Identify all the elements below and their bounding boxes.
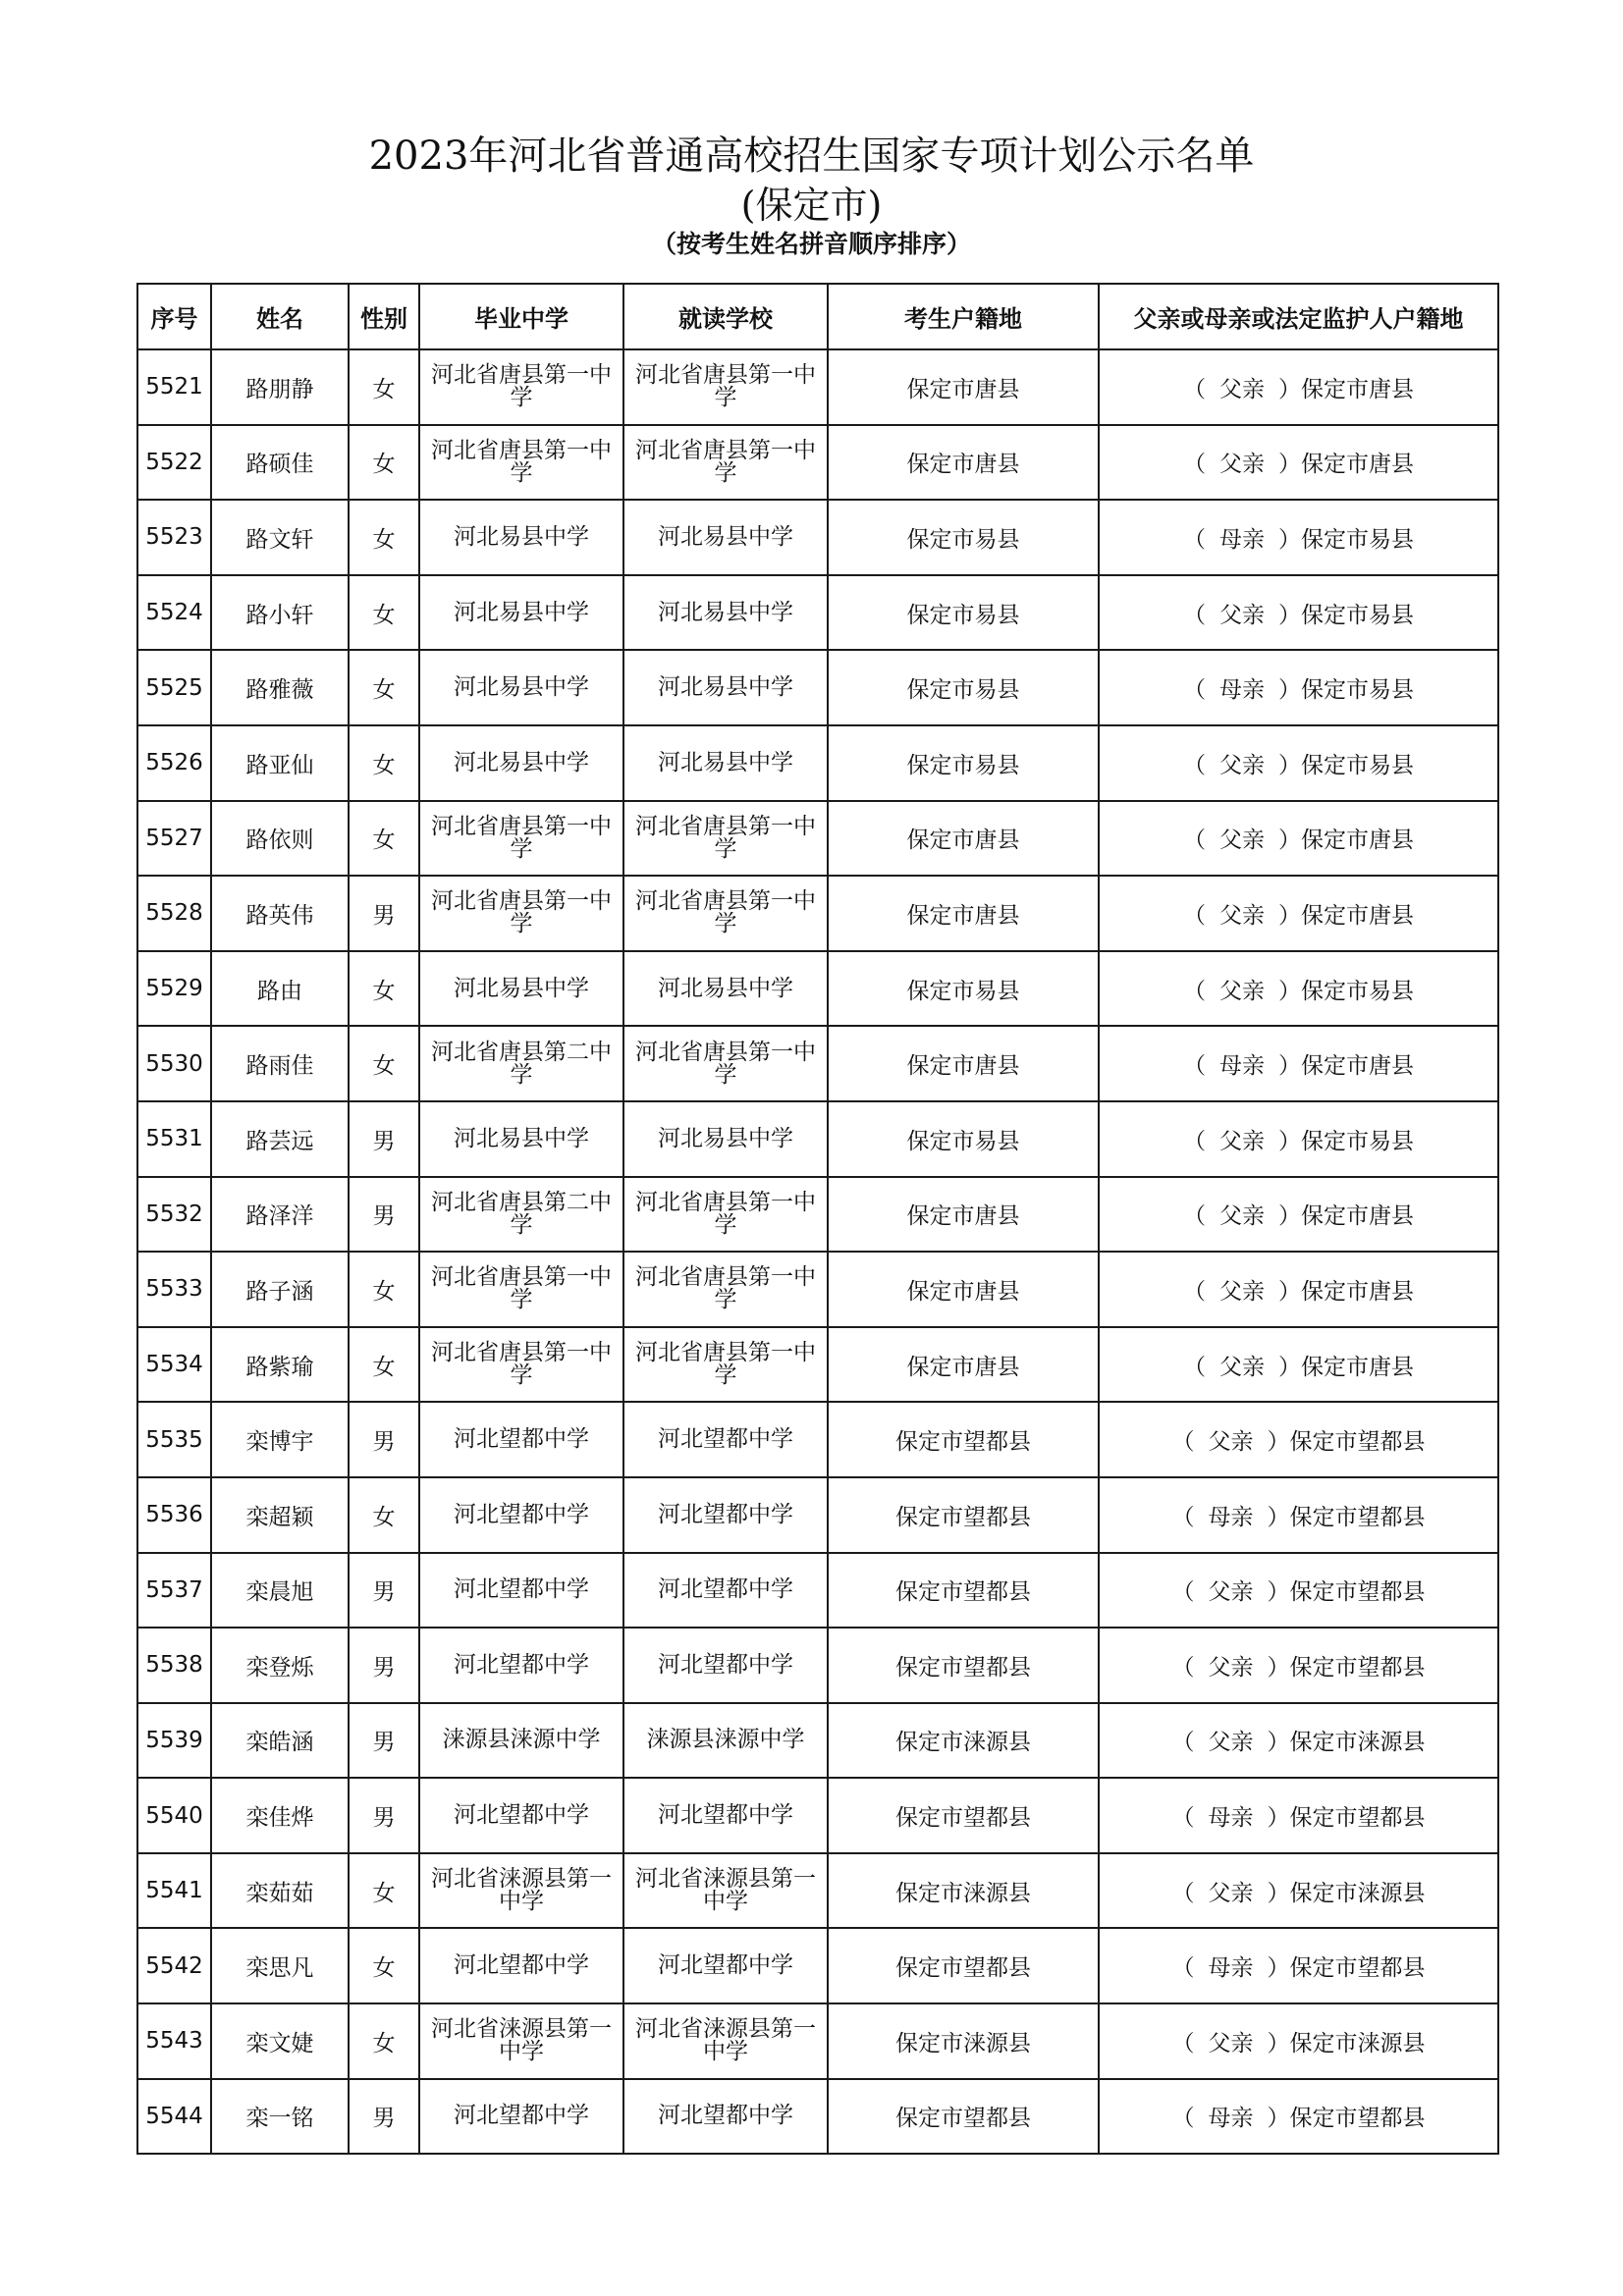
cell-name: 路由 bbox=[211, 951, 349, 1027]
cell-guardian-household bbox=[1099, 951, 1498, 1027]
guardian-place: 保定市唐县 bbox=[1301, 1053, 1414, 1080]
guardian-entry: （ 父亲 ）保定市涞源县 bbox=[1171, 2030, 1426, 2056]
guardian-relation: 母亲 bbox=[1208, 1955, 1254, 1982]
cell-household: 保定市易县 bbox=[828, 1101, 1099, 1177]
col-header-num: 序号 bbox=[137, 284, 211, 349]
guardian-entry: （ 母亲 ）保定市易县 bbox=[1183, 526, 1414, 553]
cell-grad-school: 河北省唐县第二中学 bbox=[419, 1026, 623, 1101]
cell-study-school: 河北望都中学 bbox=[623, 1928, 828, 2003]
cell-name: 栾一铭 bbox=[211, 2079, 349, 2155]
cell-guardian-household bbox=[1099, 1853, 1498, 1929]
cell-study-school: 河北省唐县第一中学 bbox=[623, 1026, 828, 1101]
cell-num: 5521 bbox=[137, 349, 211, 425]
cell-name: 路紫瑜 bbox=[211, 1327, 349, 1403]
cell-grad-school: 河北易县中学 bbox=[419, 725, 623, 801]
cell-num: 5531 bbox=[137, 1101, 211, 1177]
cell-gender: 女 bbox=[349, 1477, 419, 1553]
table-row bbox=[137, 1026, 1498, 1101]
cell-household: 保定市望都县 bbox=[828, 1402, 1099, 1477]
cell-study-school: 河北望都中学 bbox=[623, 1628, 828, 1703]
cell-gender: 女 bbox=[349, 725, 419, 801]
cell-gender: 男 bbox=[349, 1177, 419, 1253]
student-list-table bbox=[136, 283, 1499, 2155]
cell-household: 保定市易县 bbox=[828, 725, 1099, 801]
cell-study-school: 河北望都中学 bbox=[623, 2079, 828, 2155]
table-row bbox=[137, 650, 1498, 725]
cell-study-school: 河北省唐县第一中学 bbox=[623, 1252, 828, 1327]
guardian-relation: 父亲 bbox=[1219, 452, 1265, 478]
cell-study-school: 河北望都中学 bbox=[623, 1553, 828, 1629]
table-row bbox=[137, 500, 1498, 575]
cell-grad-school: 河北望都中学 bbox=[419, 1477, 623, 1553]
guardian-relation: 父亲 bbox=[1219, 602, 1265, 628]
table-row bbox=[137, 1252, 1498, 1327]
guardian-relation: 母亲 bbox=[1208, 1504, 1254, 1530]
table-row bbox=[137, 725, 1498, 801]
guardian-relation: 母亲 bbox=[1208, 1805, 1254, 1832]
guardian-entry: （ 父亲 ）保定市唐县 bbox=[1183, 452, 1414, 478]
cell-name: 路硕佳 bbox=[211, 425, 349, 501]
cell-gender: 男 bbox=[349, 1553, 419, 1629]
guardian-relation: 父亲 bbox=[1208, 1880, 1254, 1906]
cell-grad-school: 河北省唐县第一中学 bbox=[419, 349, 623, 425]
table-row bbox=[137, 2003, 1498, 2079]
guardian-place: 保定市易县 bbox=[1301, 526, 1414, 553]
cell-num: 5537 bbox=[137, 1553, 211, 1629]
guardian-relation: 父亲 bbox=[1219, 902, 1265, 929]
guardian-entry: （ 父亲 ）保定市唐县 bbox=[1183, 1278, 1414, 1305]
guardian-entry: （ 父亲 ）保定市唐县 bbox=[1183, 376, 1414, 402]
cell-grad-school: 河北省涞源县第一中学 bbox=[419, 2003, 623, 2079]
cell-household: 保定市涞源县 bbox=[828, 1703, 1099, 1779]
cell-name: 路小轩 bbox=[211, 575, 349, 651]
guardian-place: 保定市望都县 bbox=[1289, 1955, 1426, 1982]
table-row bbox=[137, 1101, 1498, 1177]
cell-gender: 女 bbox=[349, 1928, 419, 2003]
sort-note: （按考生姓名拼音顺序排序） bbox=[651, 230, 971, 258]
guardian-place: 保定市唐县 bbox=[1301, 1354, 1414, 1380]
cell-gender: 男 bbox=[349, 1628, 419, 1703]
guardian-entry: （ 母亲 ）保定市望都县 bbox=[1171, 1955, 1426, 1982]
guardian-place: 保定市望都县 bbox=[1289, 2106, 1426, 2132]
table-header-row bbox=[137, 284, 1498, 349]
cell-num: 5540 bbox=[137, 1778, 211, 1853]
cell-num: 5539 bbox=[137, 1703, 211, 1779]
cell-guardian-household bbox=[1099, 1553, 1498, 1629]
table-row bbox=[137, 1778, 1498, 1853]
cell-grad-school: 河北易县中学 bbox=[419, 500, 623, 575]
guardian-place: 保定市望都县 bbox=[1289, 1579, 1426, 1606]
guardian-relation: 父亲 bbox=[1219, 1203, 1265, 1230]
cell-name: 栾皓涵 bbox=[211, 1703, 349, 1779]
cell-gender: 男 bbox=[349, 1778, 419, 1853]
guardian-place: 保定市望都县 bbox=[1289, 1504, 1426, 1530]
guardian-place: 保定市涞源县 bbox=[1289, 2030, 1426, 2056]
cell-household: 保定市易县 bbox=[828, 575, 1099, 651]
guardian-entry: （ 父亲 ）保定市唐县 bbox=[1183, 1354, 1414, 1380]
guardian-entry: （ 父亲 ）保定市涞源县 bbox=[1171, 1880, 1426, 1906]
cell-gender: 女 bbox=[349, 1026, 419, 1101]
cell-household: 保定市望都县 bbox=[828, 1778, 1099, 1853]
cell-guardian-household bbox=[1099, 876, 1498, 951]
cell-gender: 男 bbox=[349, 1101, 419, 1177]
guardian-relation: 母亲 bbox=[1219, 1053, 1265, 1080]
cell-guardian-household bbox=[1099, 1177, 1498, 1253]
col-header-household: 考生户籍地 bbox=[828, 284, 1099, 349]
cell-household: 保定市涞源县 bbox=[828, 2003, 1099, 2079]
table-row bbox=[137, 575, 1498, 651]
cell-grad-school: 河北望都中学 bbox=[419, 1628, 623, 1703]
cell-guardian-household bbox=[1099, 1402, 1498, 1477]
guardian-entry: （ 父亲 ）保定市唐县 bbox=[1183, 1203, 1414, 1230]
cell-study-school: 河北望都中学 bbox=[623, 1477, 828, 1553]
guardian-entry: （ 父亲 ）保定市易县 bbox=[1183, 752, 1414, 778]
cell-num: 5525 bbox=[137, 650, 211, 725]
cell-study-school: 河北省涞源县第一中学 bbox=[623, 2003, 828, 2079]
guardian-entry: （ 父亲 ）保定市唐县 bbox=[1183, 828, 1414, 854]
cell-num: 5536 bbox=[137, 1477, 211, 1553]
cell-name: 栾佳烨 bbox=[211, 1778, 349, 1853]
cell-name: 路朋静 bbox=[211, 349, 349, 425]
cell-study-school: 河北省唐县第一中学 bbox=[623, 1327, 828, 1403]
cell-grad-school: 河北省唐县第一中学 bbox=[419, 801, 623, 877]
cell-household: 保定市望都县 bbox=[828, 1928, 1099, 2003]
guardian-entry: （ 母亲 ）保定市唐县 bbox=[1183, 1053, 1414, 1080]
cell-grad-school: 河北易县中学 bbox=[419, 575, 623, 651]
cell-name: 栾思凡 bbox=[211, 1928, 349, 2003]
guardian-relation: 父亲 bbox=[1208, 1429, 1254, 1456]
guardian-relation: 父亲 bbox=[1219, 1278, 1265, 1305]
cell-grad-school: 河北易县中学 bbox=[419, 1101, 623, 1177]
cell-guardian-household bbox=[1099, 1928, 1498, 2003]
cell-num: 5528 bbox=[137, 876, 211, 951]
cell-gender: 男 bbox=[349, 1402, 419, 1477]
cell-household: 保定市唐县 bbox=[828, 801, 1099, 877]
guardian-place: 保定市唐县 bbox=[1301, 376, 1414, 402]
cell-guardian-household bbox=[1099, 2079, 1498, 2155]
cell-gender: 女 bbox=[349, 575, 419, 651]
table-row bbox=[137, 2079, 1498, 2155]
cell-guardian-household bbox=[1099, 650, 1498, 725]
table-row bbox=[137, 951, 1498, 1027]
col-header-grad-school: 毕业中学 bbox=[419, 284, 623, 349]
cell-household: 保定市唐县 bbox=[828, 1327, 1099, 1403]
guardian-place: 保定市望都县 bbox=[1289, 1654, 1426, 1681]
guardian-place: 保定市望都县 bbox=[1289, 1805, 1426, 1832]
cell-household: 保定市唐县 bbox=[828, 1026, 1099, 1101]
cell-household: 保定市唐县 bbox=[828, 1177, 1099, 1253]
cell-study-school: 河北省唐县第一中学 bbox=[623, 425, 828, 501]
table-row bbox=[137, 1177, 1498, 1253]
cell-name: 路泽洋 bbox=[211, 1177, 349, 1253]
guardian-relation: 父亲 bbox=[1219, 376, 1265, 402]
guardian-relation: 父亲 bbox=[1219, 752, 1265, 778]
cell-grad-school: 河北望都中学 bbox=[419, 1402, 623, 1477]
cell-gender: 女 bbox=[349, 2003, 419, 2079]
cell-num: 5544 bbox=[137, 2079, 211, 2155]
cell-study-school: 河北省涞源县第一中学 bbox=[623, 1853, 828, 1929]
cell-study-school: 河北易县中学 bbox=[623, 951, 828, 1027]
guardian-place: 保定市涞源县 bbox=[1289, 1880, 1426, 1906]
cell-study-school: 河北望都中学 bbox=[623, 1402, 828, 1477]
cell-gender: 女 bbox=[349, 349, 419, 425]
guardian-relation: 父亲 bbox=[1219, 1128, 1265, 1154]
cell-name: 路芸远 bbox=[211, 1101, 349, 1177]
table-row bbox=[137, 1928, 1498, 2003]
cell-num: 5526 bbox=[137, 725, 211, 801]
cell-name: 栾登烁 bbox=[211, 1628, 349, 1703]
guardian-place: 保定市易县 bbox=[1301, 677, 1414, 704]
col-header-gender: 性别 bbox=[349, 284, 419, 349]
cell-name: 栾晨旭 bbox=[211, 1553, 349, 1629]
cell-guardian-household bbox=[1099, 1628, 1498, 1703]
guardian-relation: 父亲 bbox=[1219, 828, 1265, 854]
col-header-study-school: 就读学校 bbox=[623, 284, 828, 349]
cell-household: 保定市唐县 bbox=[828, 1252, 1099, 1327]
cell-name: 栾茹茹 bbox=[211, 1853, 349, 1929]
guardian-relation: 父亲 bbox=[1219, 1354, 1265, 1380]
guardian-place: 保定市唐县 bbox=[1301, 452, 1414, 478]
cell-guardian-household bbox=[1099, 1252, 1498, 1327]
cell-gender: 女 bbox=[349, 1853, 419, 1929]
table-row bbox=[137, 1853, 1498, 1929]
cell-study-school: 河北易县中学 bbox=[623, 650, 828, 725]
cell-name: 栾超颖 bbox=[211, 1477, 349, 1553]
cell-household: 保定市唐县 bbox=[828, 349, 1099, 425]
cell-name: 路依则 bbox=[211, 801, 349, 877]
cell-grad-school: 河北省唐县第一中学 bbox=[419, 425, 623, 501]
guardian-entry: （ 父亲 ）保定市唐县 bbox=[1183, 902, 1414, 929]
guardian-relation: 父亲 bbox=[1219, 978, 1265, 1004]
cell-household: 保定市望都县 bbox=[828, 1553, 1099, 1629]
col-header-name: 姓名 bbox=[211, 284, 349, 349]
guardian-relation: 母亲 bbox=[1208, 2106, 1254, 2132]
cell-guardian-household bbox=[1099, 725, 1498, 801]
cell-name: 栾文婕 bbox=[211, 2003, 349, 2079]
cell-guardian-household bbox=[1099, 425, 1498, 501]
cell-num: 5535 bbox=[137, 1402, 211, 1477]
cell-num: 5532 bbox=[137, 1177, 211, 1253]
guardian-relation: 母亲 bbox=[1219, 526, 1265, 553]
cell-study-school: 河北易县中学 bbox=[623, 500, 828, 575]
cell-name: 栾博宇 bbox=[211, 1402, 349, 1477]
cell-num: 5533 bbox=[137, 1252, 211, 1327]
table-row bbox=[137, 876, 1498, 951]
cell-gender: 女 bbox=[349, 1252, 419, 1327]
cell-num: 5524 bbox=[137, 575, 211, 651]
page-subtitle: (保定市) bbox=[740, 184, 883, 227]
guardian-entry: （ 父亲 ）保定市易县 bbox=[1183, 602, 1414, 628]
guardian-place: 保定市易县 bbox=[1301, 752, 1414, 778]
guardian-place: 保定市易县 bbox=[1301, 978, 1414, 1004]
cell-study-school: 河北易县中学 bbox=[623, 725, 828, 801]
cell-num: 5527 bbox=[137, 801, 211, 877]
cell-grad-school: 河北省唐县第二中学 bbox=[419, 1177, 623, 1253]
table-row bbox=[137, 1628, 1498, 1703]
cell-grad-school: 涞源县涞源中学 bbox=[419, 1703, 623, 1779]
cell-guardian-household bbox=[1099, 1477, 1498, 1553]
cell-name: 路子涵 bbox=[211, 1252, 349, 1327]
guardian-entry: （ 母亲 ）保定市望都县 bbox=[1171, 1504, 1426, 1530]
guardian-entry: （ 母亲 ）保定市易县 bbox=[1183, 677, 1414, 704]
guardian-place: 保定市望都县 bbox=[1289, 1429, 1426, 1456]
guardian-entry: （ 母亲 ）保定市望都县 bbox=[1171, 2106, 1426, 2132]
cell-gender: 女 bbox=[349, 500, 419, 575]
cell-study-school: 河北省唐县第一中学 bbox=[623, 1177, 828, 1253]
guardian-entry: （ 母亲 ）保定市望都县 bbox=[1171, 1805, 1426, 1832]
cell-study-school: 河北省唐县第一中学 bbox=[623, 876, 828, 951]
guardian-place: 保定市唐县 bbox=[1301, 1203, 1414, 1230]
cell-guardian-household bbox=[1099, 1026, 1498, 1101]
cell-gender: 男 bbox=[349, 1703, 419, 1779]
cell-num: 5530 bbox=[137, 1026, 211, 1101]
col-header-guardian-household: 父亲或母亲或法定监护人户籍地 bbox=[1099, 284, 1498, 349]
guardian-relation: 母亲 bbox=[1219, 677, 1265, 704]
cell-guardian-household bbox=[1099, 1101, 1498, 1177]
guardian-place: 保定市涞源县 bbox=[1289, 1730, 1426, 1756]
guardian-place: 保定市唐县 bbox=[1301, 902, 1414, 929]
cell-household: 保定市望都县 bbox=[828, 1628, 1099, 1703]
cell-household: 保定市望都县 bbox=[828, 1477, 1099, 1553]
guardian-place: 保定市唐县 bbox=[1301, 1278, 1414, 1305]
cell-gender: 女 bbox=[349, 650, 419, 725]
cell-household: 保定市唐县 bbox=[828, 425, 1099, 501]
cell-gender: 男 bbox=[349, 2079, 419, 2155]
guardian-entry: （ 父亲 ）保定市易县 bbox=[1183, 978, 1414, 1004]
cell-num: 5523 bbox=[137, 500, 211, 575]
cell-study-school: 河北易县中学 bbox=[623, 575, 828, 651]
table-row bbox=[137, 425, 1498, 501]
cell-num: 5538 bbox=[137, 1628, 211, 1703]
guardian-place: 保定市易县 bbox=[1301, 602, 1414, 628]
cell-name: 路雨佳 bbox=[211, 1026, 349, 1101]
guardian-relation: 父亲 bbox=[1208, 2030, 1254, 2056]
guardian-entry: （ 父亲 ）保定市涞源县 bbox=[1171, 1730, 1426, 1756]
guardian-relation: 父亲 bbox=[1208, 1654, 1254, 1681]
table-row bbox=[137, 1327, 1498, 1403]
cell-study-school: 涞源县涞源中学 bbox=[623, 1703, 828, 1779]
guardian-place: 保定市唐县 bbox=[1301, 828, 1414, 854]
table-body bbox=[137, 349, 1498, 2154]
cell-household: 保定市望都县 bbox=[828, 2079, 1099, 2155]
cell-grad-school: 河北易县中学 bbox=[419, 951, 623, 1027]
cell-guardian-household bbox=[1099, 801, 1498, 877]
cell-num: 5541 bbox=[137, 1853, 211, 1929]
guardian-entry: （ 父亲 ）保定市易县 bbox=[1183, 1128, 1414, 1154]
cell-household: 保定市易县 bbox=[828, 650, 1099, 725]
cell-guardian-household bbox=[1099, 1703, 1498, 1779]
cell-study-school: 河北望都中学 bbox=[623, 1778, 828, 1853]
cell-grad-school: 河北省涞源县第一中学 bbox=[419, 1853, 623, 1929]
table-row bbox=[137, 1402, 1498, 1477]
cell-num: 5542 bbox=[137, 1928, 211, 2003]
cell-household: 保定市易县 bbox=[828, 500, 1099, 575]
cell-num: 5529 bbox=[137, 951, 211, 1027]
cell-guardian-household bbox=[1099, 500, 1498, 575]
guardian-relation: 父亲 bbox=[1208, 1579, 1254, 1606]
cell-study-school: 河北易县中学 bbox=[623, 1101, 828, 1177]
guardian-place: 保定市易县 bbox=[1301, 1128, 1414, 1154]
table-row bbox=[137, 1703, 1498, 1779]
guardian-relation: 父亲 bbox=[1208, 1730, 1254, 1756]
cell-name: 路英伟 bbox=[211, 876, 349, 951]
table-row bbox=[137, 801, 1498, 877]
cell-gender: 女 bbox=[349, 951, 419, 1027]
cell-grad-school: 河北望都中学 bbox=[419, 1778, 623, 1853]
cell-guardian-household bbox=[1099, 2003, 1498, 2079]
guardian-entry: （ 父亲 ）保定市望都县 bbox=[1171, 1654, 1426, 1681]
cell-name: 路亚仙 bbox=[211, 725, 349, 801]
cell-gender: 男 bbox=[349, 876, 419, 951]
cell-household: 保定市易县 bbox=[828, 951, 1099, 1027]
cell-study-school: 河北省唐县第一中学 bbox=[623, 801, 828, 877]
table-row bbox=[137, 1553, 1498, 1629]
cell-gender: 女 bbox=[349, 1327, 419, 1403]
cell-grad-school: 河北望都中学 bbox=[419, 1553, 623, 1629]
cell-guardian-household bbox=[1099, 1778, 1498, 1853]
cell-guardian-household bbox=[1099, 349, 1498, 425]
cell-study-school: 河北省唐县第一中学 bbox=[623, 349, 828, 425]
cell-name: 路文轩 bbox=[211, 500, 349, 575]
cell-num: 5522 bbox=[137, 425, 211, 501]
cell-name: 路雅薇 bbox=[211, 650, 349, 725]
cell-grad-school: 河北省唐县第一中学 bbox=[419, 876, 623, 951]
cell-num: 5543 bbox=[137, 2003, 211, 2079]
cell-household: 保定市涞源县 bbox=[828, 1853, 1099, 1929]
cell-grad-school: 河北望都中学 bbox=[419, 1928, 623, 2003]
cell-guardian-household bbox=[1099, 575, 1498, 651]
cell-gender: 女 bbox=[349, 425, 419, 501]
cell-gender: 女 bbox=[349, 801, 419, 877]
cell-grad-school: 河北省唐县第一中学 bbox=[419, 1252, 623, 1327]
cell-grad-school: 河北省唐县第一中学 bbox=[419, 1327, 623, 1403]
cell-household: 保定市唐县 bbox=[828, 876, 1099, 951]
table-row bbox=[137, 1477, 1498, 1553]
cell-num: 5534 bbox=[137, 1327, 211, 1403]
cell-grad-school: 河北望都中学 bbox=[419, 2079, 623, 2155]
cell-grad-school: 河北易县中学 bbox=[419, 650, 623, 725]
guardian-entry: （ 父亲 ）保定市望都县 bbox=[1171, 1579, 1426, 1606]
table-row bbox=[137, 349, 1498, 425]
guardian-entry: （ 父亲 ）保定市望都县 bbox=[1171, 1429, 1426, 1456]
page-title: 2023年河北省普通高校招生国家专项计划公示名单 bbox=[368, 133, 1255, 179]
cell-guardian-household bbox=[1099, 1327, 1498, 1403]
